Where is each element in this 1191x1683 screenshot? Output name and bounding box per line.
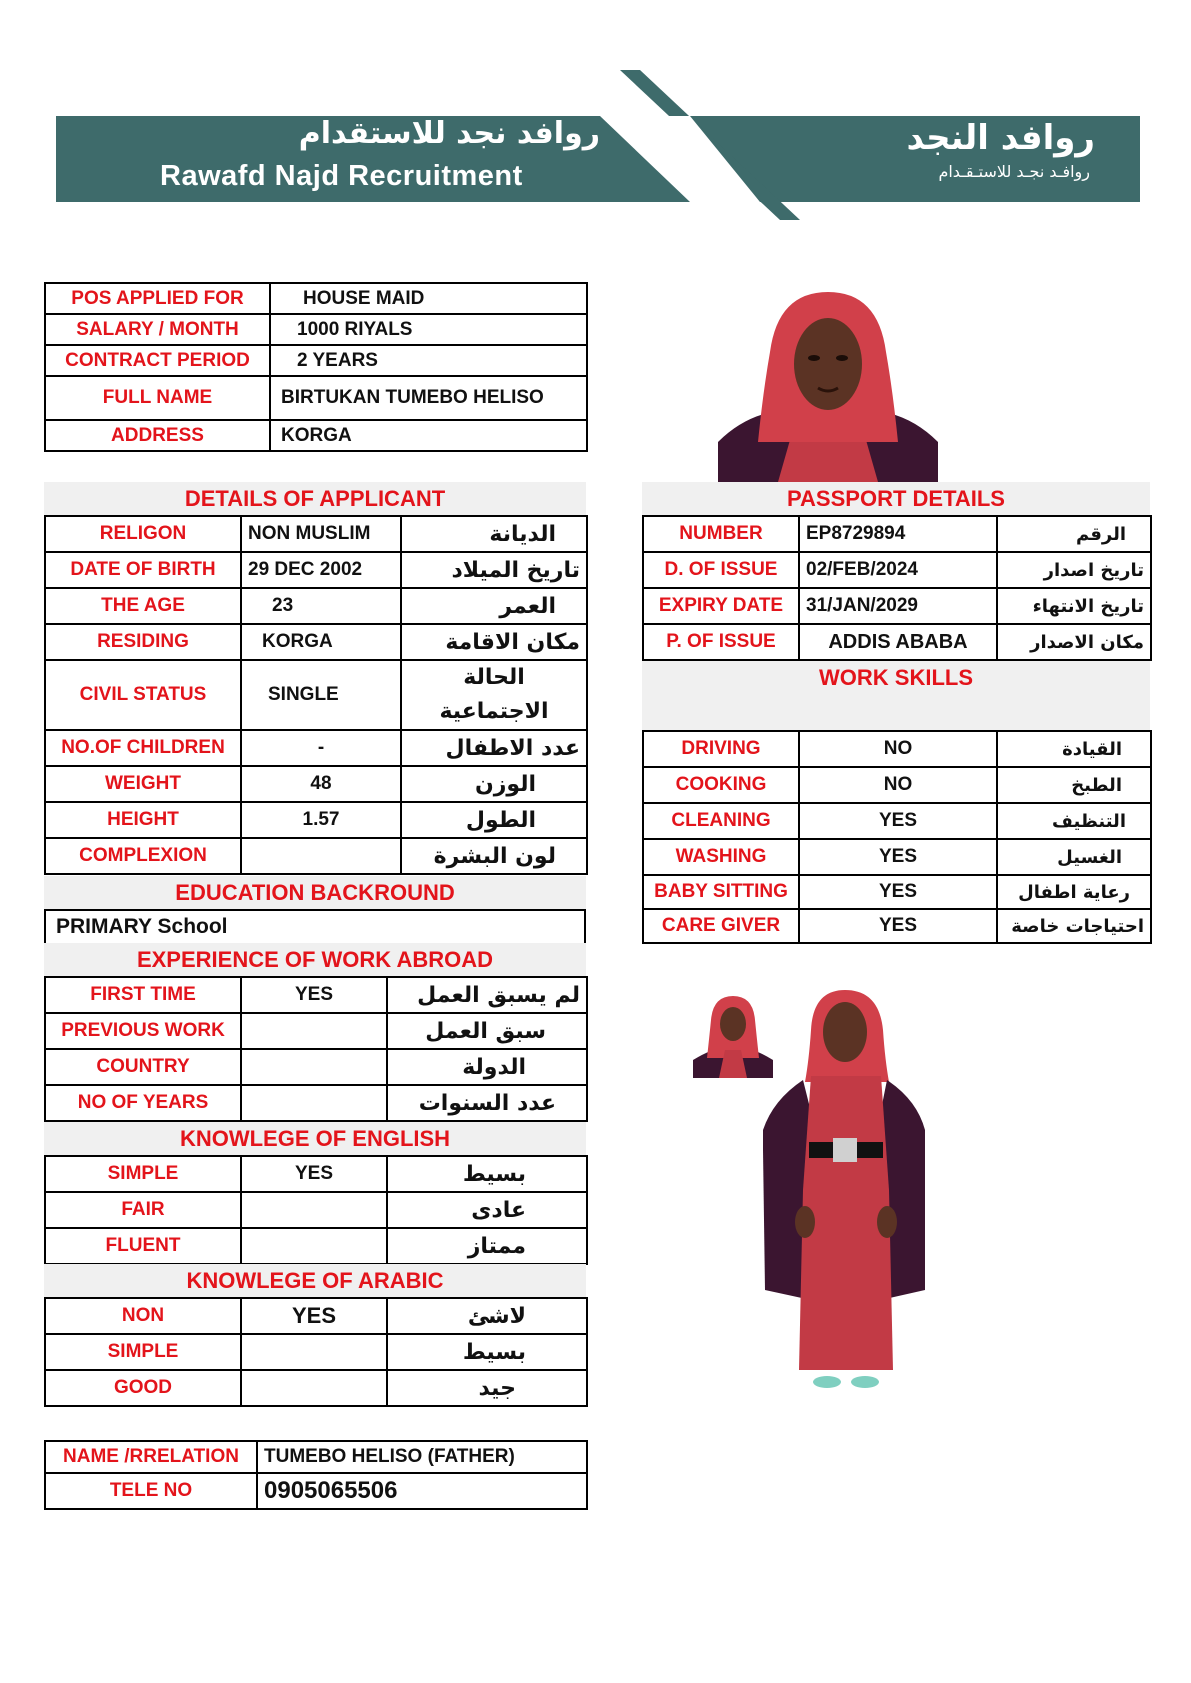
arabic-washing: الغسيل [997, 839, 1151, 875]
label-driving: DRIVING [643, 731, 799, 767]
value-expiry-date: 31/JAN/2029 [799, 588, 997, 624]
arabic-english-fair: عادى [387, 1192, 587, 1228]
company-logo-subtitle: روافـد نجـد للاستـقـدام [938, 162, 1090, 181]
value-place-of-issue: ADDIS ABABA [799, 624, 997, 660]
value-previous-work [241, 1013, 387, 1049]
section-title-passport: PASSPORT DETAILS [642, 482, 1150, 516]
label-height: HEIGHT [45, 802, 241, 838]
table-row [45, 766, 587, 802]
table-row [45, 588, 587, 624]
company-name-english: Rawafd Najd Recruitment [160, 160, 523, 192]
arabic-cooking: الطبخ [997, 767, 1151, 803]
arabic-care-giver: احتياجات خاصة [997, 909, 1151, 943]
company-name-arabic: روافد نجد للاستقدام [298, 116, 600, 151]
label-expiry-date: EXPIRY DATE [643, 588, 799, 624]
value-name-relation: TUMEBO HELISO (FATHER) [257, 1441, 587, 1473]
arabic-height: الطول [401, 802, 587, 838]
label-english-fluent: FLUENT [45, 1228, 241, 1264]
table-row [45, 1049, 587, 1085]
label-religion: RELIGON [45, 516, 241, 552]
section-title-experience: EXPERIENCE OF WORK ABROAD [44, 943, 586, 977]
value-contract: 2 YEARS [270, 345, 587, 376]
label-residing: RESIDING [45, 624, 241, 660]
value-first-time: YES [241, 977, 387, 1013]
table-row [45, 552, 587, 588]
table-row [643, 839, 1151, 875]
label-address: ADDRESS [45, 420, 270, 451]
table-row [45, 802, 587, 838]
label-position: POS APPLIED FOR [45, 283, 270, 314]
table-row [643, 803, 1151, 839]
arabic-english-simple: بسيط [387, 1156, 587, 1192]
skills-table [642, 730, 1152, 944]
section-title-arabic: KNOWLEGE OF ARABIC [44, 1264, 586, 1298]
value-arabic-non: YES [241, 1298, 387, 1334]
arabic-complexion: لون البشرة [401, 838, 587, 874]
value-cleaning: YES [799, 803, 997, 839]
table-row [643, 516, 1151, 552]
top-info-table [44, 282, 588, 452]
label-first-time: FIRST TIME [45, 977, 241, 1013]
arabic-place-of-issue: مكان الاصدار [997, 624, 1151, 660]
label-english-fair: FAIR [45, 1192, 241, 1228]
label-place-of-issue: P. OF ISSUE [643, 624, 799, 660]
value-tele-no: 0905065506 [257, 1473, 587, 1509]
table-row [45, 1298, 587, 1334]
value-age: 23 [241, 588, 401, 624]
label-arabic-good: GOOD [45, 1370, 241, 1406]
value-address: KORGA [270, 420, 587, 451]
value-driving: NO [799, 731, 997, 767]
table-row [45, 1441, 587, 1473]
label-arabic-non: NON [45, 1298, 241, 1334]
table-row [45, 660, 587, 730]
value-education: PRIMARY School [45, 910, 585, 944]
arabic-date-of-birth: تاريخ الميلاد [401, 552, 587, 588]
value-residing: KORGA [241, 624, 401, 660]
value-baby-sitting: YES [799, 875, 997, 909]
value-position: HOUSE MAID [270, 283, 587, 314]
table-row [45, 1085, 587, 1121]
value-salary: 1000 RIYALS [270, 314, 587, 345]
arabic-arabic-simple: بسيط [387, 1334, 587, 1370]
label-cooking: COOKING [643, 767, 799, 803]
label-tele-no: TELE NO [45, 1473, 257, 1509]
arabic-date-of-issue: تاريخ اصدار [997, 552, 1151, 588]
education-table [44, 909, 586, 945]
arabic-weight: الوزن [401, 766, 587, 802]
table-row [643, 588, 1151, 624]
applicant-details-table [44, 515, 588, 875]
contact-table [44, 1440, 588, 1510]
table-row [643, 875, 1151, 909]
table-row [45, 1013, 587, 1049]
arabic-first-time: لم يسبق العمل [387, 977, 587, 1013]
arabic-driving: القيادة [997, 731, 1151, 767]
table-row [45, 838, 587, 874]
table-row [643, 731, 1151, 767]
value-height: 1.57 [241, 802, 401, 838]
arabic-cleaning: التنظيف [997, 803, 1151, 839]
arabic-children: عدد الاطفال [401, 730, 587, 766]
arabic-country: الدولة [387, 1049, 587, 1085]
table-row [45, 516, 587, 552]
arabic-age: العمر [401, 588, 587, 624]
arabic-knowledge-table [44, 1297, 588, 1407]
value-children: - [241, 730, 401, 766]
value-english-simple: YES [241, 1156, 387, 1192]
value-care-giver: YES [799, 909, 997, 943]
table-row [45, 420, 587, 451]
value-country [241, 1049, 387, 1085]
table-row [45, 1228, 587, 1264]
table-row [45, 314, 587, 345]
arabic-religion: الديانة [401, 516, 587, 552]
table-row [643, 624, 1151, 660]
label-civil-status: CIVIL STATUS [45, 660, 241, 730]
label-no-of-years: NO OF YEARS [45, 1085, 241, 1121]
value-civil-status: SINGLE [241, 660, 401, 730]
label-date-of-birth: DATE OF BIRTH [45, 552, 241, 588]
label-arabic-simple: SIMPLE [45, 1334, 241, 1370]
label-name-relation: NAME /RRELATION [45, 1441, 257, 1473]
passport-table [642, 515, 1152, 661]
english-table [44, 1155, 588, 1265]
value-weight: 48 [241, 766, 401, 802]
table-row [45, 1370, 587, 1406]
label-date-of-issue: D. OF ISSUE [643, 552, 799, 588]
arabic-baby-sitting: رعاية اطفال [997, 875, 1151, 909]
table-row [45, 730, 587, 766]
table-row [45, 977, 587, 1013]
table-row [45, 1334, 587, 1370]
section-title-skills: WORK SKILLS [642, 661, 1150, 731]
value-complexion [241, 838, 401, 874]
value-religion: NON MUSLIM [241, 516, 401, 552]
arabic-arabic-good: جيد [387, 1370, 587, 1406]
table-row [45, 1156, 587, 1192]
label-english-simple: SIMPLE [45, 1156, 241, 1192]
value-date-of-issue: 02/FEB/2024 [799, 552, 997, 588]
value-date-of-birth: 29 DEC 2002 [241, 552, 401, 588]
table-row [643, 552, 1151, 588]
value-full-name: BIRTUKAN TUMEBO HELISO [270, 376, 587, 420]
arabic-no-of-years: عدد السنوات [387, 1085, 587, 1121]
section-title-english: KNOWLEGE OF ENGLISH [44, 1122, 586, 1156]
label-washing: WASHING [643, 839, 799, 875]
applicant-full-body-photo [693, 990, 1013, 1420]
label-care-giver: CARE GIVER [643, 909, 799, 943]
label-baby-sitting: BABY SITTING [643, 875, 799, 909]
table-row [45, 624, 587, 660]
label-contract: CONTRACT PERIOD [45, 345, 270, 376]
arabic-passport-number: الرقم [997, 516, 1151, 552]
table-row [643, 767, 1151, 803]
value-passport-number: EP8729894 [799, 516, 997, 552]
value-washing: YES [799, 839, 997, 875]
experience-table [44, 976, 588, 1122]
applicant-portrait-photo [718, 292, 938, 482]
label-salary: SALARY / MONTH [45, 314, 270, 345]
table-row [45, 283, 587, 314]
value-arabic-good [241, 1370, 387, 1406]
section-title-applicant: DETAILS OF APPLICANT [44, 482, 586, 516]
table-row [45, 376, 587, 420]
table-row [45, 1473, 587, 1509]
value-english-fluent [241, 1228, 387, 1264]
label-full-name: FULL NAME [45, 376, 270, 420]
arabic-civil-status: الحالة الاجتماعية [401, 660, 587, 730]
section-title-education: EDUCATION BACKROUND [44, 876, 586, 910]
label-country: COUNTRY [45, 1049, 241, 1085]
company-logo: روافد النجد [906, 118, 1095, 158]
label-age: THE AGE [45, 588, 241, 624]
value-english-fair [241, 1192, 387, 1228]
label-weight: WEIGHT [45, 766, 241, 802]
value-cooking: NO [799, 767, 997, 803]
label-complexion: COMPLEXION [45, 838, 241, 874]
arabic-expiry-date: تاريخ الانتهاء [997, 588, 1151, 624]
arabic-arabic-non: لاشئ [387, 1298, 587, 1334]
value-arabic-simple [241, 1334, 387, 1370]
arabic-previous-work: سبق العمل [387, 1013, 587, 1049]
table-row [45, 910, 585, 944]
label-cleaning: CLEANING [643, 803, 799, 839]
label-children: NO.OF CHILDREN [45, 730, 241, 766]
value-no-of-years [241, 1085, 387, 1121]
label-previous-work: PREVIOUS WORK [45, 1013, 241, 1049]
label-passport-number: NUMBER [643, 516, 799, 552]
arabic-residing: مكان الاقامة [401, 624, 587, 660]
table-row [45, 1192, 587, 1228]
table-row [45, 345, 587, 376]
table-row [643, 909, 1151, 943]
arabic-english-fluent: ممتاز [387, 1228, 587, 1264]
